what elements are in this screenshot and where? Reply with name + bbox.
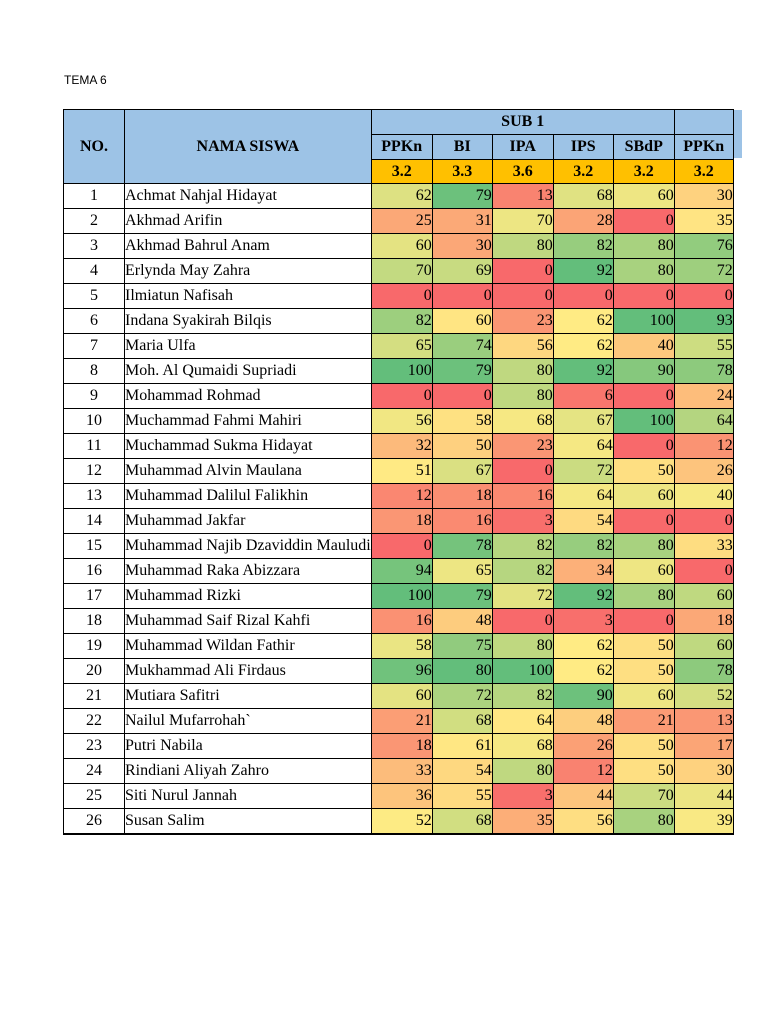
score-cell: 78 [432,534,492,559]
table-row [64,784,734,809]
student-number: 10 [64,409,125,434]
score-cell: 48 [553,709,613,734]
score-cell: 60 [371,234,432,259]
score-cell: 16 [432,509,492,534]
score-cell: 82 [492,534,553,559]
score-cell: 0 [613,284,674,309]
score-cell: 56 [371,409,432,434]
score-cell: 3 [492,784,553,809]
score-cell: 12 [553,759,613,784]
score-cell: 92 [553,359,613,384]
header-kkm: 3.2 [613,160,674,184]
student-name: Muchammad Fahmi Mahiri [125,409,372,434]
score-cell: 70 [492,209,553,234]
score-cell: 100 [371,359,432,384]
header-no: NO. [64,110,125,184]
sheet-label: TEMA 6 [64,73,107,87]
table-row [64,584,734,609]
score-cell: 54 [432,759,492,784]
student-name: Muhammad Jakfar [125,509,372,534]
score-cell: 82 [553,534,613,559]
header-kkm: 3.6 [492,160,553,184]
table-row [64,209,734,234]
header-sub: SUB 1 [371,110,674,135]
student-name: Muhammad Najib Dzaviddin Mauludi [125,534,372,559]
score-cell: 33 [674,534,733,559]
student-name: Akhmad Bahrul Anam [125,234,372,259]
score-cell: 40 [613,334,674,359]
score-cell: 48 [432,609,492,634]
score-cell: 80 [613,534,674,559]
score-cell: 60 [613,484,674,509]
student-number: 17 [64,584,125,609]
student-name: Muhammad Saif Rizal Kahfi [125,609,372,634]
score-cell: 82 [553,234,613,259]
score-cell: 55 [674,334,733,359]
score-cell: 16 [492,484,553,509]
student-number: 7 [64,334,125,359]
score-cell: 44 [674,784,733,809]
student-number: 8 [64,359,125,384]
student-number: 9 [64,384,125,409]
score-cell: 23 [492,434,553,459]
score-cell: 100 [492,659,553,684]
student-number: 4 [64,259,125,284]
score-cell: 6 [553,384,613,409]
student-number: 21 [64,684,125,709]
score-cell: 72 [674,259,733,284]
student-number: 20 [64,659,125,684]
score-cell: 0 [613,209,674,234]
table-row [64,534,734,559]
score-cell: 26 [674,459,733,484]
score-cell: 68 [492,409,553,434]
student-name: Moh. Al Qumaidi Supriadi [125,359,372,384]
score-cell: 74 [432,334,492,359]
student-name: Muchammad Sukma Hidayat [125,434,372,459]
score-cell: 100 [613,309,674,334]
score-cell: 80 [613,234,674,259]
score-cell: 80 [492,759,553,784]
score-cell: 72 [553,459,613,484]
header-subject: PPKn [674,135,733,160]
score-cell: 60 [674,584,733,609]
student-name: Muhammad Dalilul Falikhin [125,484,372,509]
student-name: Siti Nurul Jannah [125,784,372,809]
student-number: 16 [64,559,125,584]
score-cell: 0 [371,384,432,409]
student-name: Mukhammad Ali Firdaus [125,659,372,684]
score-cell: 56 [492,334,553,359]
score-cell: 0 [492,259,553,284]
score-cell: 92 [553,584,613,609]
score-cell: 94 [371,559,432,584]
score-cell: 93 [674,309,733,334]
score-cell: 55 [432,784,492,809]
score-cell: 80 [492,359,553,384]
table-row [64,634,734,659]
student-name: Rindiani Aliyah Zahro [125,759,372,784]
score-cell: 0 [371,534,432,559]
table-row [64,259,734,284]
score-cell: 90 [613,359,674,384]
score-cell: 12 [674,434,733,459]
student-name: Muhammad Alvin Maulana [125,459,372,484]
score-cell: 100 [371,584,432,609]
table-row [64,759,734,784]
score-cell: 21 [371,709,432,734]
table-row [64,234,734,259]
student-name: Indana Syakirah Bilqis [125,309,372,334]
score-cell: 13 [674,709,733,734]
score-cell: 76 [674,234,733,259]
score-cell: 90 [553,684,613,709]
score-cell: 64 [492,709,553,734]
header-name: NAMA SISWA [125,110,372,184]
score-cell: 80 [613,809,674,835]
score-cell: 100 [613,409,674,434]
score-cell: 80 [613,259,674,284]
score-cell: 33 [371,759,432,784]
score-cell: 62 [371,184,432,209]
student-number: 3 [64,234,125,259]
score-cell: 30 [432,234,492,259]
student-name: Mutiara Safitri [125,684,372,709]
score-cell: 0 [553,284,613,309]
score-cell: 65 [371,334,432,359]
score-cell: 0 [492,284,553,309]
table-row [64,559,734,584]
score-cell: 67 [432,459,492,484]
score-cell: 79 [432,584,492,609]
score-cell: 62 [553,634,613,659]
student-number: 11 [64,434,125,459]
score-cell: 50 [613,759,674,784]
header-kkm: 3.2 [553,160,613,184]
score-cell: 0 [674,559,733,584]
student-name: Putri Nabila [125,734,372,759]
score-cell: 70 [613,784,674,809]
score-cell: 58 [371,634,432,659]
score-cell: 64 [553,434,613,459]
score-cell: 0 [674,509,733,534]
score-cell: 52 [674,684,733,709]
score-cell: 44 [553,784,613,809]
score-cell: 62 [553,659,613,684]
table-body [64,184,734,835]
student-name: Achmat Nahjal Hidayat [125,184,372,209]
student-number: 26 [64,809,125,835]
table-row [64,734,734,759]
student-name: Mohammad Rohmad [125,384,372,409]
score-cell: 50 [432,434,492,459]
score-cell: 80 [613,584,674,609]
table-row [64,359,734,384]
score-cell: 0 [432,284,492,309]
score-cell: 13 [492,184,553,209]
score-cell: 28 [553,209,613,234]
student-name: Maria Ulfa [125,334,372,359]
student-number: 12 [64,459,125,484]
score-cell: 3 [553,609,613,634]
student-number: 15 [64,534,125,559]
score-cell: 50 [613,634,674,659]
table-row [64,284,734,309]
score-cell: 80 [492,384,553,409]
table-row [64,334,734,359]
score-cell: 50 [613,659,674,684]
score-cell: 60 [371,684,432,709]
score-cell: 60 [613,184,674,209]
score-cell: 60 [613,559,674,584]
score-cell: 18 [371,509,432,534]
student-name: Ilmiatun Nafisah [125,284,372,309]
score-cell: 35 [674,209,733,234]
score-cell: 67 [553,409,613,434]
score-cell: 18 [674,609,733,634]
table-row [64,484,734,509]
header-kkm: 3.3 [432,160,492,184]
score-cell: 78 [674,359,733,384]
score-cell: 18 [371,734,432,759]
score-cell: 82 [371,309,432,334]
score-cell: 0 [492,609,553,634]
score-cell: 31 [432,209,492,234]
score-cell: 51 [371,459,432,484]
student-number: 25 [64,784,125,809]
header-subject: SBdP [613,135,674,160]
score-cell: 50 [613,734,674,759]
score-cell: 24 [674,384,733,409]
score-cell: 80 [492,634,553,659]
header-subject: IPS [553,135,613,160]
score-cell: 69 [432,259,492,284]
score-cell: 79 [432,359,492,384]
student-number: 6 [64,309,125,334]
score-cell: 61 [432,734,492,759]
student-number: 24 [64,759,125,784]
score-cell: 60 [432,309,492,334]
score-cell: 32 [371,434,432,459]
table-row [64,709,734,734]
score-cell: 0 [613,609,674,634]
score-cell: 30 [674,759,733,784]
score-cell: 52 [371,809,432,835]
header-kkm: 3.2 [371,160,432,184]
score-cell: 68 [432,809,492,835]
student-number: 23 [64,734,125,759]
score-cell: 18 [432,484,492,509]
table-row [64,459,734,484]
score-cell: 68 [553,184,613,209]
score-cell: 64 [674,409,733,434]
score-cell: 75 [432,634,492,659]
score-cell: 60 [674,634,733,659]
score-cell: 12 [371,484,432,509]
student-name: Erlynda May Zahra [125,259,372,284]
score-cell: 72 [492,584,553,609]
score-cell: 0 [613,509,674,534]
score-cell: 68 [432,709,492,734]
score-cell: 50 [613,459,674,484]
student-number: 14 [64,509,125,534]
score-cell: 82 [492,559,553,584]
score-cell: 70 [371,259,432,284]
header-sub-next [674,110,733,135]
table-row [64,659,734,684]
score-cell: 25 [371,209,432,234]
score-cell: 40 [674,484,733,509]
score-cell: 62 [553,334,613,359]
score-cell: 23 [492,309,553,334]
student-number: 2 [64,209,125,234]
table-row [64,609,734,634]
score-cell: 72 [432,684,492,709]
grade-table [63,109,734,835]
score-cell: 78 [674,659,733,684]
score-cell: 79 [432,184,492,209]
score-cell: 80 [492,234,553,259]
score-cell: 39 [674,809,733,835]
table-row [64,509,734,534]
student-number: 22 [64,709,125,734]
student-number: 19 [64,634,125,659]
table-header [64,110,734,184]
table-row [64,409,734,434]
score-cell: 21 [613,709,674,734]
score-cell: 35 [492,809,553,835]
student-number: 1 [64,184,125,209]
student-name: Susan Salim [125,809,372,835]
header-subject: IPA [492,135,553,160]
table-row [64,184,734,209]
student-name: Muhammad Wildan Fathir [125,634,372,659]
score-cell: 56 [553,809,613,835]
score-cell: 0 [432,384,492,409]
score-cell: 92 [553,259,613,284]
score-cell: 0 [492,459,553,484]
score-cell: 60 [613,684,674,709]
table-row [64,809,734,835]
score-cell: 0 [674,284,733,309]
score-cell: 58 [432,409,492,434]
table-row [64,684,734,709]
score-cell: 54 [553,509,613,534]
score-cell: 26 [553,734,613,759]
score-cell: 68 [492,734,553,759]
header-kkm: 3.2 [674,160,733,184]
student-number: 5 [64,284,125,309]
header-subject: BI [432,135,492,160]
score-cell: 64 [553,484,613,509]
student-number: 18 [64,609,125,634]
score-cell: 62 [553,309,613,334]
score-cell: 65 [432,559,492,584]
table-row [64,434,734,459]
student-name: Muhammad Rizki [125,584,372,609]
score-cell: 16 [371,609,432,634]
student-number: 13 [64,484,125,509]
score-cell: 34 [553,559,613,584]
header-subject: PPKn [371,135,432,160]
table-row [64,384,734,409]
student-name: Akhmad Arifin [125,209,372,234]
score-cell: 36 [371,784,432,809]
score-cell: 80 [432,659,492,684]
score-cell: 0 [613,434,674,459]
score-cell: 0 [371,284,432,309]
student-name: Nailul Mufarrohah` [125,709,372,734]
score-cell: 96 [371,659,432,684]
score-cell: 3 [492,509,553,534]
table-row [64,309,734,334]
score-cell: 17 [674,734,733,759]
score-cell: 0 [613,384,674,409]
score-cell: 30 [674,184,733,209]
student-name: Muhammad Raka Abizzara [125,559,372,584]
score-cell: 82 [492,684,553,709]
